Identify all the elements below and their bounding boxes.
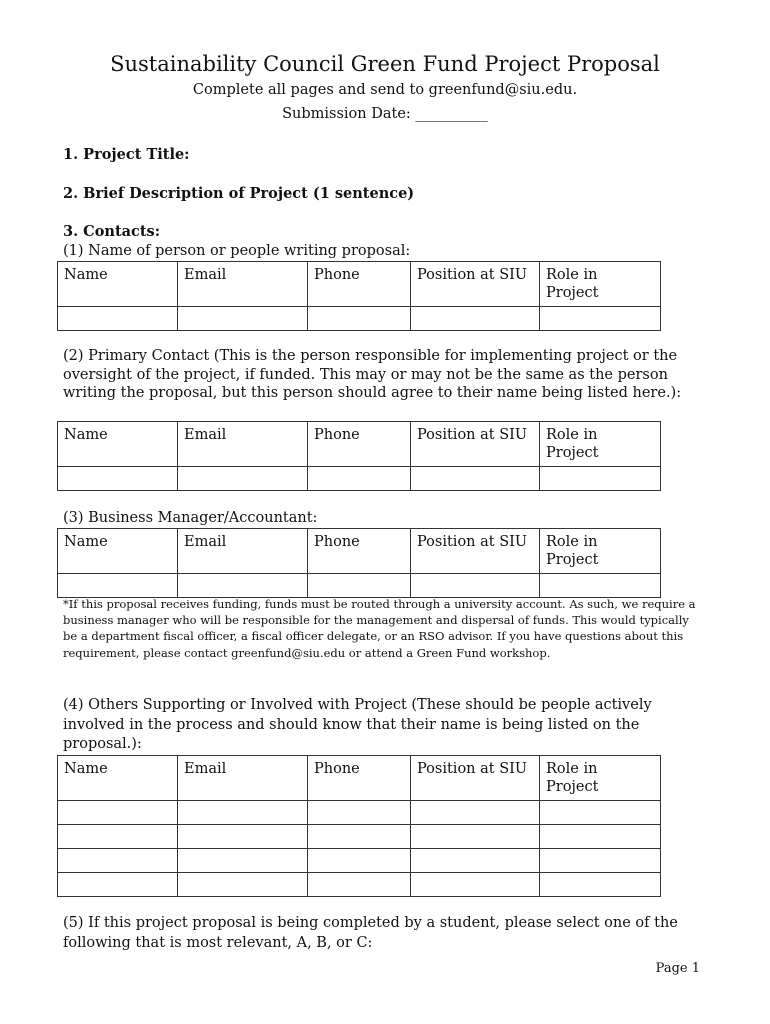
name-cell[interactable] — [58, 467, 178, 491]
header-email: Email — [178, 422, 308, 467]
page-subtitle: Complete all pages and send to greenfund@siu.edu. — [192, 82, 578, 98]
header-role: Role in Project — [540, 262, 661, 307]
name-cell[interactable] — [58, 574, 178, 598]
page-number: Page 1 — [655, 961, 700, 976]
business-manager-table — [57, 528, 661, 598]
role-cell[interactable] — [540, 307, 661, 331]
header-email: Email — [178, 756, 308, 801]
header-position: Position at SIU — [411, 262, 540, 307]
phone-cell[interactable] — [308, 825, 411, 849]
email-cell[interactable] — [178, 801, 308, 825]
role-cell[interactable] — [540, 467, 661, 491]
email-cell[interactable] — [178, 574, 308, 598]
role-cell[interactable] — [540, 873, 661, 897]
phone-cell[interactable] — [308, 307, 411, 331]
position-cell[interactable] — [411, 825, 540, 849]
email-cell[interactable] — [178, 467, 308, 491]
table-row — [58, 801, 661, 825]
role-cell[interactable] — [540, 801, 661, 825]
header-role: Role in Project — [540, 529, 661, 574]
primary-contact-label: (2) Primary Contact (This is the person responsible for implementing project or the oversight of the project, if funded. This may or may not be the same as the person writing the proposal, but this person should agree to their name being listed here.): — [63, 348, 682, 401]
phone-cell[interactable] — [308, 849, 411, 873]
table-row — [58, 467, 661, 491]
writers-table — [57, 261, 661, 331]
phone-cell[interactable] — [308, 873, 411, 897]
header-name: Name — [58, 262, 178, 307]
header-position: Position at SIU — [411, 529, 540, 574]
phone-cell[interactable] — [308, 467, 411, 491]
position-cell[interactable] — [411, 873, 540, 897]
table-row — [58, 825, 661, 849]
header-phone: Phone — [308, 422, 411, 467]
header-position: Position at SIU — [411, 422, 540, 467]
email-cell[interactable] — [178, 849, 308, 873]
page-title: Sustainability Council Green Fund Project Proposal — [110, 52, 660, 76]
header-name: Name — [58, 529, 178, 574]
email-cell[interactable] — [178, 825, 308, 849]
section-contacts: 3. Contacts: — [63, 223, 161, 240]
primary-contact-table — [57, 421, 661, 491]
others-involved-table — [57, 755, 661, 897]
header-name: Name — [58, 422, 178, 467]
section-brief-description: 2. Brief Description of Project (1 sentence) — [63, 185, 415, 202]
contacts-writers-label: (1) Name of person or people writing proposal: — [63, 243, 411, 259]
position-cell[interactable] — [411, 849, 540, 873]
position-cell[interactable] — [411, 467, 540, 491]
phone-cell[interactable] — [308, 574, 411, 598]
role-cell[interactable] — [540, 574, 661, 598]
name-cell[interactable] — [58, 307, 178, 331]
header-phone: Phone — [308, 529, 411, 574]
table-row — [58, 307, 661, 331]
header-position: Position at SIU — [411, 756, 540, 801]
position-cell[interactable] — [411, 801, 540, 825]
table-row — [58, 849, 661, 873]
student-selection-label: (5) If this project proposal is being completed by a student, please select one of the following that is most relevant, A, B, or C: — [63, 915, 678, 951]
name-cell[interactable] — [58, 849, 178, 873]
table-header-row — [58, 756, 661, 801]
name-cell[interactable] — [58, 801, 178, 825]
header-email: Email — [178, 529, 308, 574]
position-cell[interactable] — [411, 574, 540, 598]
section-project-title: 1. Project Title: — [63, 146, 190, 163]
submission-date: Submission Date: __________ — [282, 106, 488, 122]
header-email: Email — [178, 262, 308, 307]
table-header-row — [58, 422, 661, 467]
business-manager-note: *If this proposal receives funding, funds must be routed through a university account. As such, we require a business manager who will be responsible for the management and dispersal of funds. This would typically be a department fiscal officer, a fiscal officer delegate, or an RSO advisor. If you have questions about this requirement, please contact greenfund@siu.edu or attend a Green Fund workshop. — [63, 597, 696, 660]
business-manager-label: (3) Business Manager/Accountant: — [63, 510, 318, 526]
header-name: Name — [58, 756, 178, 801]
table-row — [58, 574, 661, 598]
header-role: Role in Project — [540, 422, 661, 467]
others-involved-label: (4) Others Supporting or Involved with Project (These should be people actively involved in the process and should know that their name is being listed on the proposal.): — [63, 697, 652, 752]
table-row — [58, 873, 661, 897]
header-phone: Phone — [308, 262, 411, 307]
role-cell[interactable] — [540, 825, 661, 849]
name-cell[interactable] — [58, 825, 178, 849]
role-cell[interactable] — [540, 849, 661, 873]
position-cell[interactable] — [411, 307, 540, 331]
table-header-row — [58, 262, 661, 307]
email-cell[interactable] — [178, 307, 308, 331]
table-header-row — [58, 529, 661, 574]
phone-cell[interactable] — [308, 801, 411, 825]
header-phone: Phone — [308, 756, 411, 801]
email-cell[interactable] — [178, 873, 308, 897]
name-cell[interactable] — [58, 873, 178, 897]
header-role: Role in Project — [540, 756, 661, 801]
